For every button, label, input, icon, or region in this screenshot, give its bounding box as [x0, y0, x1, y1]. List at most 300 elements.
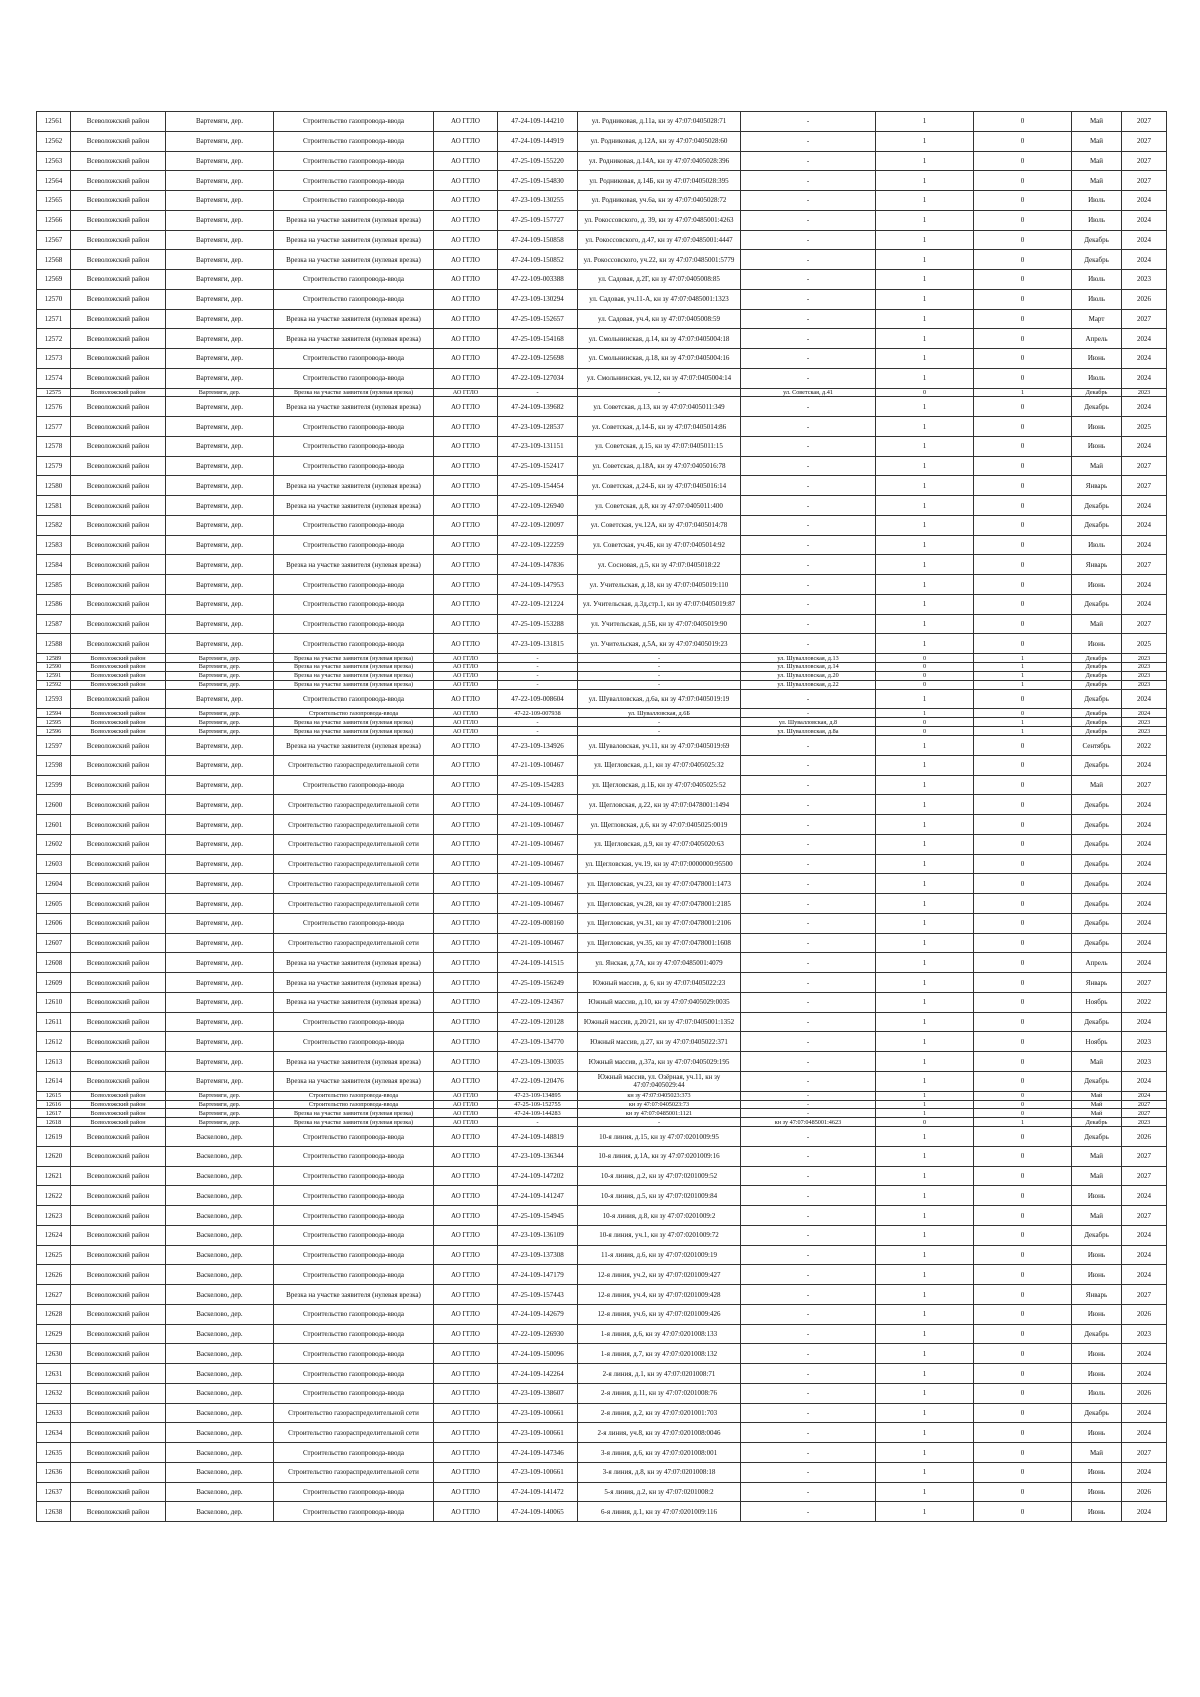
locality-cell: Васкелово, дер.: [166, 1265, 274, 1285]
year-cell: 2027: [1122, 151, 1167, 171]
organization-cell: АО ГГЛО: [434, 368, 498, 388]
organization-cell: АО ГГЛО: [434, 388, 498, 397]
year-cell: 2022: [1122, 992, 1167, 1012]
work-type-cell: Строительство газопровода-ввода: [274, 1344, 434, 1364]
district-cell: Всеволожский район: [71, 289, 166, 309]
application-code-cell: 47-22-109-122259: [498, 535, 578, 555]
address-extra-cell: -: [741, 854, 876, 874]
row-number: 12608: [37, 953, 71, 973]
year-cell: 2024: [1122, 1091, 1167, 1100]
count-a-cell: 1: [876, 634, 974, 654]
locality-cell: Вартемяги, дер.: [166, 709, 274, 718]
address-extra-cell: ул. Шувалловская, д.22: [741, 680, 876, 689]
work-type-cell: Строительство газопровода-ввода: [274, 515, 434, 535]
application-code-cell: 47-22-109-003388: [498, 270, 578, 290]
row-number: 12592: [37, 680, 71, 689]
application-code-cell: 47-21-109-100467: [498, 815, 578, 835]
locality-cell: Вартемяги, дер.: [166, 151, 274, 171]
work-type-cell: Строительство газопровода-ввода: [274, 1324, 434, 1344]
table-row: [37, 230, 1167, 250]
work-type-cell: Строительство газопровода-ввода: [274, 1304, 434, 1324]
row-number: 12627: [37, 1285, 71, 1305]
work-type-cell: Строительство газопровода-ввода: [274, 349, 434, 369]
district-cell: Всеволожский район: [71, 456, 166, 476]
district-cell: Всеволожский район: [71, 210, 166, 230]
count-b-cell: 0: [974, 210, 1072, 230]
year-cell: 2024: [1122, 230, 1167, 250]
organization-cell: АО ГГЛО: [434, 973, 498, 993]
count-b-cell: 1: [974, 718, 1072, 727]
work-type-cell: Строительство газопровода-ввода: [274, 535, 434, 555]
district-cell: Всеволожский район: [71, 309, 166, 329]
organization-cell: АО ГГЛО: [434, 456, 498, 476]
table-row: [37, 1091, 1167, 1100]
organization-cell: АО ГГЛО: [434, 515, 498, 535]
organization-cell: АО ГГЛО: [434, 992, 498, 1012]
count-a-cell: 1: [876, 1091, 974, 1100]
count-b-cell: 0: [974, 555, 1072, 575]
organization-cell: АО ГГЛО: [434, 1225, 498, 1245]
year-cell: 2026: [1122, 1383, 1167, 1403]
application-code-cell: 47-23-109-130294: [498, 289, 578, 309]
organization-cell: АО ГГЛО: [434, 171, 498, 191]
count-a-cell: 0: [876, 671, 974, 680]
work-type-cell: Врезка на участке заявителя (нулевая врезка): [274, 1109, 434, 1118]
address-extra-cell: -: [741, 953, 876, 973]
address-extra-cell: -: [741, 1166, 876, 1186]
row-number: 12564: [37, 171, 71, 191]
year-cell: 2024: [1122, 953, 1167, 973]
organization-cell: АО ГГЛО: [434, 718, 498, 727]
count-b-cell: 0: [974, 634, 1072, 654]
year-cell: 2024: [1122, 329, 1167, 349]
address-extra-cell: -: [741, 815, 876, 835]
row-number: 12625: [37, 1245, 71, 1265]
month-cell: Декабрь: [1072, 671, 1122, 680]
district-cell: Всеволожский район: [71, 689, 166, 709]
address-cadastral-cell: ул. Рокоссовского, д. 39, кн зу 47:07:0485001:4263: [578, 210, 741, 230]
address-extra-cell: -: [741, 755, 876, 775]
locality-cell: Вартемяги, дер.: [166, 112, 274, 132]
application-code-cell: 47-25-109-157443: [498, 1285, 578, 1305]
address-cadastral-cell: Южный массив, д.37а, кн зу 47:07:0405029:195: [578, 1052, 741, 1072]
work-type-cell: Врезка на участке заявителя (нулевая врезка): [274, 1118, 434, 1127]
address-cadastral-cell: ул. Щегловская, уч.28, кн зу 47:07:0478001:2185: [578, 894, 741, 914]
row-number: 12573: [37, 349, 71, 369]
application-code-cell: 47-22-109-120128: [498, 1012, 578, 1032]
application-code-cell: -: [498, 727, 578, 736]
table-row: [37, 680, 1167, 689]
year-cell: 2024: [1122, 397, 1167, 417]
count-a-cell: 1: [876, 1364, 974, 1384]
year-cell: 2025: [1122, 417, 1167, 437]
year-cell: 2023: [1122, 270, 1167, 290]
month-cell: Декабрь: [1072, 718, 1122, 727]
locality-cell: Васкелово, дер.: [166, 1146, 274, 1166]
address-extra-cell: ул. Шувалловская, д.13: [741, 654, 876, 663]
district-cell: Всеволожский район: [71, 795, 166, 815]
locality-cell: Васкелово, дер.: [166, 1206, 274, 1226]
locality-cell: Васкелово, дер.: [166, 1462, 274, 1482]
count-a-cell: 1: [876, 575, 974, 595]
year-cell: 2024: [1122, 575, 1167, 595]
district-cell: Всеволожский район: [71, 913, 166, 933]
address-cadastral-cell: Южный массив, д.27, кн зу 47:07:0405022:371: [578, 1032, 741, 1052]
address-extra-cell: -: [741, 1462, 876, 1482]
organization-cell: АО ГГЛО: [434, 834, 498, 854]
count-b-cell: 0: [974, 815, 1072, 835]
month-cell: Декабрь: [1072, 397, 1122, 417]
work-type-cell: Строительство газораспределительной сети: [274, 1423, 434, 1443]
address-extra-cell: -: [741, 131, 876, 151]
work-type-cell: Строительство газопровода-ввода: [274, 1166, 434, 1186]
gas-connection-schedule-table: [36, 111, 1167, 1522]
district-cell: Всеволожский район: [71, 191, 166, 211]
address-extra-cell: -: [741, 1383, 876, 1403]
locality-cell: Вартемяги, дер.: [166, 171, 274, 191]
month-cell: Декабрь: [1072, 663, 1122, 672]
table-row: [37, 718, 1167, 727]
count-a-cell: 1: [876, 515, 974, 535]
organization-cell: АО ГГЛО: [434, 795, 498, 815]
count-a-cell: 1: [876, 1206, 974, 1226]
year-cell: 2024: [1122, 834, 1167, 854]
locality-cell: Васкелово, дер.: [166, 1423, 274, 1443]
work-type-cell: Строительство газораспределительной сети: [274, 815, 434, 835]
district-cell: Всеволожский район: [71, 535, 166, 555]
table-row: [37, 1127, 1167, 1147]
address-cadastral-cell: 2-я линия, д.11, кн зу 47:07:0201008:76: [578, 1383, 741, 1403]
locality-cell: Васкелово, дер.: [166, 1225, 274, 1245]
locality-cell: Вартемяги, дер.: [166, 815, 274, 835]
count-b-cell: 0: [974, 1245, 1072, 1265]
year-cell: 2024: [1122, 1225, 1167, 1245]
count-a-cell: 1: [876, 1245, 974, 1265]
table-row: [37, 1324, 1167, 1344]
row-number: 12586: [37, 594, 71, 614]
address-extra-cell: -: [741, 1443, 876, 1463]
table-row: [37, 614, 1167, 634]
address-cadastral-cell: 2-я линия, д.2, кн зу 47:07:0201001:703: [578, 1403, 741, 1423]
month-cell: Май: [1072, 614, 1122, 634]
table-row: [37, 1118, 1167, 1127]
row-number: 12599: [37, 775, 71, 795]
count-a-cell: 1: [876, 1265, 974, 1285]
row-number: 12634: [37, 1423, 71, 1443]
month-cell: Июнь: [1072, 1423, 1122, 1443]
application-code-cell: 47-22-109-121224: [498, 594, 578, 614]
district-cell: Всеволожский район: [71, 663, 166, 672]
district-cell: Всеволожский район: [71, 1186, 166, 1206]
count-a-cell: 1: [876, 594, 974, 614]
count-a-cell: 1: [876, 834, 974, 854]
address-cadastral-cell: ул. Щегловская, уч.35, кн зу 47:07:0478001:1608: [578, 933, 741, 953]
address-cadastral-cell: ул. Щегловская, д.1Б, кн зу 47:07:0405025:52: [578, 775, 741, 795]
count-b-cell: 0: [974, 575, 1072, 595]
year-cell: 2024: [1122, 913, 1167, 933]
count-a-cell: 1: [876, 535, 974, 555]
district-cell: Всеволожский район: [71, 349, 166, 369]
year-cell: 2027: [1122, 1109, 1167, 1118]
count-a-cell: 1: [876, 456, 974, 476]
address-extra-cell: -: [741, 894, 876, 914]
address-cadastral-cell: Южный массив, д. 6, кн зу 47:07:0405022:23: [578, 973, 741, 993]
table-row: [37, 815, 1167, 835]
row-number: 12601: [37, 815, 71, 835]
application-code-cell: 47-24-109-144283: [498, 1109, 578, 1118]
row-number: 12597: [37, 736, 71, 756]
month-cell: Декабрь: [1072, 654, 1122, 663]
row-number: 12620: [37, 1146, 71, 1166]
application-code-cell: 47-23-109-134770: [498, 1032, 578, 1052]
organization-cell: АО ГГЛО: [434, 555, 498, 575]
district-cell: Всеволожский район: [71, 388, 166, 397]
table-row: [37, 654, 1167, 663]
application-code-cell: 47-22-109-126940: [498, 496, 578, 516]
address-cadastral-cell: 5-я линия, д.2, кн зу 47:07:0201008:2: [578, 1482, 741, 1502]
count-a-cell: 1: [876, 230, 974, 250]
count-a-cell: 1: [876, 368, 974, 388]
year-cell: 2023: [1122, 671, 1167, 680]
table-row: [37, 349, 1167, 369]
work-type-cell: Врезка на участке заявителя (нулевая врезка): [274, 1071, 434, 1091]
count-b-cell: 1: [974, 680, 1072, 689]
count-a-cell: 1: [876, 1482, 974, 1502]
application-code-cell: 47-23-109-138607: [498, 1383, 578, 1403]
organization-cell: АО ГГЛО: [434, 1109, 498, 1118]
year-cell: 2023: [1122, 718, 1167, 727]
work-type-cell: Строительство газопровода-ввода: [274, 289, 434, 309]
count-b-cell: 0: [974, 1462, 1072, 1482]
row-number: 12637: [37, 1482, 71, 1502]
count-a-cell: 1: [876, 417, 974, 437]
row-number: 12566: [37, 210, 71, 230]
row-number: 12585: [37, 575, 71, 595]
table-row: [37, 795, 1167, 815]
row-number: 12575: [37, 388, 71, 397]
row-number: 12613: [37, 1052, 71, 1072]
application-code-cell: 47-24-109-141247: [498, 1186, 578, 1206]
locality-cell: Вартемяги, дер.: [166, 689, 274, 709]
address-extra-cell: -: [741, 634, 876, 654]
work-type-cell: Строительство газопровода-ввода: [274, 1146, 434, 1166]
count-b-cell: 0: [974, 397, 1072, 417]
work-type-cell: Строительство газопровода-ввода: [274, 1206, 434, 1226]
application-code-cell: 47-23-109-137308: [498, 1245, 578, 1265]
address-cadastral-cell: ул. Советская, д.18А, кн зу 47:07:0405016:78: [578, 456, 741, 476]
address-cadastral-cell: -: [578, 680, 741, 689]
locality-cell: Вартемяги, дер.: [166, 755, 274, 775]
address-extra-cell: -: [741, 250, 876, 270]
address-cadastral-cell: ул. Щегловская, д.1, кн зу 47:07:0405025:32: [578, 755, 741, 775]
year-cell: 2027: [1122, 1146, 1167, 1166]
district-cell: Всеволожский район: [71, 874, 166, 894]
table-row: [37, 555, 1167, 575]
district-cell: Всеволожский район: [71, 1245, 166, 1265]
row-number: 12607: [37, 933, 71, 953]
locality-cell: Васкелово, дер.: [166, 1403, 274, 1423]
table-row: [37, 191, 1167, 211]
count-a-cell: 1: [876, 1012, 974, 1032]
year-cell: 2024: [1122, 436, 1167, 456]
address-extra-cell: ул. Шувалловская, д.14: [741, 663, 876, 672]
district-cell: Всеволожский район: [71, 1265, 166, 1285]
address-extra-cell: -: [741, 476, 876, 496]
count-b-cell: 0: [974, 834, 1072, 854]
application-code-cell: 47-21-109-100467: [498, 854, 578, 874]
table-row: [37, 775, 1167, 795]
locality-cell: Вартемяги, дер.: [166, 973, 274, 993]
month-cell: Июнь: [1072, 1344, 1122, 1364]
address-cadastral-cell: -: [578, 1118, 741, 1127]
organization-cell: АО ГГЛО: [434, 709, 498, 718]
table-row: [37, 634, 1167, 654]
address-extra-cell: -: [741, 191, 876, 211]
work-type-cell: Врезка на участке заявителя (нулевая врезка): [274, 250, 434, 270]
work-type-cell: Врезка на участке заявителя (нулевая врезка): [274, 992, 434, 1012]
district-cell: Всеволожский район: [71, 1012, 166, 1032]
count-a-cell: 1: [876, 436, 974, 456]
application-code-cell: 47-25-109-154283: [498, 775, 578, 795]
address-cadastral-cell: ул. Садовая, д.2Г, кн зу 47:07:0405008:85: [578, 270, 741, 290]
year-cell: 2027: [1122, 1285, 1167, 1305]
month-cell: Январь: [1072, 555, 1122, 575]
count-a-cell: 1: [876, 775, 974, 795]
address-extra-cell: -: [741, 456, 876, 476]
organization-cell: АО ГГЛО: [434, 1383, 498, 1403]
application-code-cell: 47-24-109-139682: [498, 397, 578, 417]
month-cell: Июль: [1072, 1383, 1122, 1403]
count-b-cell: 0: [974, 709, 1072, 718]
work-type-cell: Строительство газораспределительной сети: [274, 874, 434, 894]
address-cadastral-cell: 10-я линия, д.1А, кн зу 47:07:0201009:16: [578, 1146, 741, 1166]
locality-cell: Вартемяги, дер.: [166, 634, 274, 654]
table-row: [37, 736, 1167, 756]
district-cell: Всеволожский район: [71, 151, 166, 171]
district-cell: Всеволожский район: [71, 1482, 166, 1502]
table-row: [37, 329, 1167, 349]
count-b-cell: 1: [974, 654, 1072, 663]
month-cell: Декабрь: [1072, 1071, 1122, 1091]
count-b-cell: 0: [974, 1285, 1072, 1305]
count-b-cell: 0: [974, 1186, 1072, 1206]
table-row: [37, 874, 1167, 894]
year-cell: 2024: [1122, 894, 1167, 914]
count-b-cell: 0: [974, 1109, 1072, 1118]
year-cell: 2024: [1122, 1265, 1167, 1285]
month-cell: Декабрь: [1072, 230, 1122, 250]
work-type-cell: Врезка на участке заявителя (нулевая врезка): [274, 210, 434, 230]
address-cadastral-cell: 1-я линия, д.7, кн зу 47:07:0201008:132: [578, 1344, 741, 1364]
address-cadastral-cell: ул. Советская, уч.12А, кн зу 47:07:0405014:78: [578, 515, 741, 535]
district-cell: Всеволожский район: [71, 1462, 166, 1482]
count-a-cell: 1: [876, 250, 974, 270]
address-cadastral-cell: ул. Смольнинская, уч.12, кн зу 47:07:0405004:14: [578, 368, 741, 388]
address-extra-cell: -: [741, 1109, 876, 1118]
count-a-cell: 1: [876, 1502, 974, 1522]
organization-cell: АО ГГЛО: [434, 1166, 498, 1186]
row-number: 12570: [37, 289, 71, 309]
work-type-cell: Строительство газораспределительной сети: [274, 755, 434, 775]
address-extra-cell: -: [741, 1482, 876, 1502]
year-cell: 2024: [1122, 1462, 1167, 1482]
count-b-cell: 0: [974, 1403, 1072, 1423]
count-a-cell: 1: [876, 309, 974, 329]
address-cadastral-cell: 11-я линия, д.6, кн зу 47:07:0201009:19: [578, 1245, 741, 1265]
district-cell: Всеволожский район: [71, 368, 166, 388]
address-cadastral-cell: кн зу 47:07:0405023:373: [578, 1091, 741, 1100]
locality-cell: Вартемяги, дер.: [166, 515, 274, 535]
month-cell: Май: [1072, 1206, 1122, 1226]
district-cell: Всеволожский район: [71, 1324, 166, 1344]
application-code-cell: 47-23-109-100661: [498, 1403, 578, 1423]
row-number: 12568: [37, 250, 71, 270]
count-b-cell: 0: [974, 349, 1072, 369]
row-number: 12582: [37, 515, 71, 535]
address-cadastral-cell: 12-я линия, уч.6, кн зу 47:07:0201009:426: [578, 1304, 741, 1324]
count-a-cell: 1: [876, 933, 974, 953]
work-type-cell: Врезка на участке заявителя (нулевая врезка): [274, 671, 434, 680]
count-a-cell: 1: [876, 1462, 974, 1482]
month-cell: Декабрь: [1072, 1324, 1122, 1344]
count-b-cell: 0: [974, 1146, 1072, 1166]
address-extra-cell: -: [741, 1403, 876, 1423]
work-type-cell: Врезка на участке заявителя (нулевая врезка): [274, 388, 434, 397]
district-cell: Всеволожский район: [71, 1285, 166, 1305]
address-cadastral-cell: ул. Щегловская, уч.19, кн зу 47:07:0000000:95500: [578, 854, 741, 874]
address-extra-cell: -: [741, 1127, 876, 1147]
address-cadastral-cell: ул. Садовая, уч.4, кн зу 47:07:0405008:59: [578, 309, 741, 329]
table-row: [37, 1012, 1167, 1032]
work-type-cell: Строительство газопровода-ввода: [274, 709, 434, 718]
count-a-cell: 1: [876, 1109, 974, 1118]
row-number: 12596: [37, 727, 71, 736]
count-b-cell: 0: [974, 1324, 1072, 1344]
locality-cell: Вартемяги, дер.: [166, 575, 274, 595]
count-b-cell: 0: [974, 515, 1072, 535]
work-type-cell: Строительство газопровода-ввода: [274, 270, 434, 290]
locality-cell: Васкелово, дер.: [166, 1383, 274, 1403]
month-cell: Декабрь: [1072, 388, 1122, 397]
locality-cell: Васкелово, дер.: [166, 1285, 274, 1305]
year-cell: 2027: [1122, 456, 1167, 476]
organization-cell: АО ГГЛО: [434, 614, 498, 634]
year-cell: 2023: [1122, 1052, 1167, 1072]
table-row: [37, 1285, 1167, 1305]
table-row: [37, 1032, 1167, 1052]
year-cell: 2024: [1122, 815, 1167, 835]
count-a-cell: 1: [876, 736, 974, 756]
address-extra-cell: -: [741, 1245, 876, 1265]
application-code-cell: 47-21-109-100467: [498, 933, 578, 953]
address-extra-cell: ул. Шувалловская, д.20: [741, 671, 876, 680]
address-extra-cell: -: [741, 515, 876, 535]
count-b-cell: 0: [974, 992, 1072, 1012]
count-b-cell: 0: [974, 456, 1072, 476]
count-b-cell: 0: [974, 736, 1072, 756]
count-a-cell: 0: [876, 654, 974, 663]
year-cell: 2024: [1122, 1245, 1167, 1265]
month-cell: Декабрь: [1072, 1225, 1122, 1245]
organization-cell: АО ГГЛО: [434, 1245, 498, 1265]
row-number: 12576: [37, 397, 71, 417]
month-cell: Июль: [1072, 368, 1122, 388]
count-b-cell: 0: [974, 1071, 1072, 1091]
organization-cell: АО ГГЛО: [434, 736, 498, 756]
count-a-cell: 1: [876, 1127, 974, 1147]
count-a-cell: 1: [876, 329, 974, 349]
table-row: [37, 397, 1167, 417]
